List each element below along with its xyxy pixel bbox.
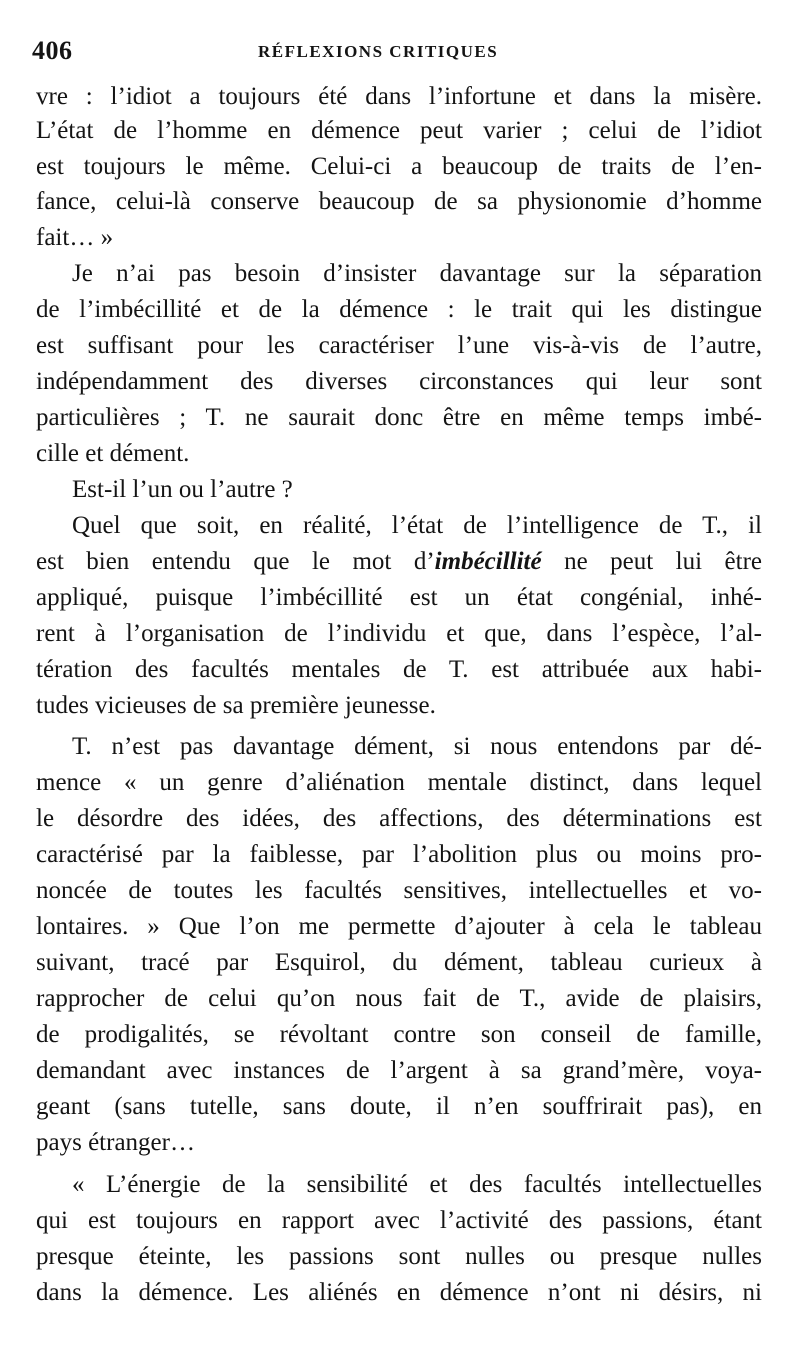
text-line: pays étranger…: [36, 1129, 195, 1156]
paragraph-start-line: Je n’ai pas besoin d’insister davantage sur la séparation: [72, 260, 762, 287]
text-line: est suffisant pour les caractériser l’une vis-à-vis de l’autre,: [36, 332, 762, 359]
text-line: rapprocher de celui qu’on nous fait de T., avide de plaisirs,: [36, 985, 762, 1012]
text-line: appliqué, puisque l’imbécillité est un état congénial, inhé-: [36, 584, 762, 611]
text-line: mence « un genre d’aliénation mentale distinct, dans lequel: [36, 769, 762, 796]
text-line: rent à l’organisation de l’individu et que, dans l’espèce, l’al-: [36, 620, 762, 647]
paragraph-start-line: Est-il l’un ou l’autre ?: [72, 476, 293, 503]
text-line: tération des facultés mentales de T. est attribuée aux habi-: [36, 656, 762, 683]
text-line: noncée de toutes les facultés sensitives, intellectuelles et vo-: [36, 877, 762, 904]
text-line-with-italic-term: [36, 545, 762, 579]
page-number: 406: [32, 36, 73, 65]
text-line: caractérisé par la faiblesse, par l’abolition plus ou moins pro-: [36, 841, 762, 868]
text-line: fait… »: [36, 224, 114, 251]
text-segment: ne peut lui être: [541, 548, 762, 575]
text-line: fance, celui-là conserve beaucoup de sa physionomie d’homme: [36, 188, 762, 215]
paragraph-start-line: « L’énergie de la sensibilité et des facultés intellectuelles: [72, 1171, 762, 1198]
text-line: presque éteinte, les passions sont nulles ou presque nulles: [36, 1243, 762, 1270]
paragraph-start-line: Quel que soit, en réalité, l’état de l’intelligence de T., il: [72, 512, 762, 539]
text-line: particulières ; T. ne saurait donc être en même temps imbé-: [36, 404, 762, 431]
text-line: qui est toujours en rapport avec l’activité des passions, étant: [36, 1207, 762, 1234]
text-line: le désordre des idées, des affections, des déterminations est: [36, 805, 762, 832]
text-line: suivant, tracé par Esquirol, du dément, tableau curieux à: [36, 949, 762, 976]
paragraph-start-line: T. n’est pas davantage dément, si nous entendons par dé-: [72, 733, 762, 760]
page-header: [0, 36, 800, 76]
text-line: lontaires. » Que l’on me permette d’ajouter à cela le tableau: [36, 913, 762, 940]
text-line: cille et dément.: [36, 440, 190, 467]
text-line: geant (sans tutelle, sans doute, il n’en souffrirait pas), en: [36, 1093, 762, 1120]
text-segment: est bien entendu que le mot d’: [36, 548, 435, 575]
text-line: tudes vicieuses de sa première jeunesse.: [36, 692, 436, 719]
text-line: est toujours le même. Celui-ci a beaucoup de traits de l’en-: [36, 153, 762, 180]
text-line: demandant avec instances de l’argent à sa grand’mère, voya-: [36, 1057, 762, 1084]
text-line: vre : l’idiot a toujours été dans l’infortune et dans la misère.: [36, 83, 762, 110]
text-line: dans la démence. Les aliénés en démence n’ont ni désirs, ni: [36, 1279, 762, 1306]
running-head: RÉFLEXIONS CRITIQUES: [258, 42, 499, 61]
text-line: de l’imbécillité et de la démence : le trait qui les distingue: [36, 296, 762, 323]
text-line: indépendamment des diverses circonstances qui leur sont: [36, 368, 762, 395]
italic-term: imbécillité: [434, 548, 542, 575]
text-line: L’état de l’homme en démence peut varier ; celui de l’idiot: [36, 117, 762, 144]
text-line: de prodigalités, se révoltant contre son conseil de famille,: [36, 1021, 762, 1048]
